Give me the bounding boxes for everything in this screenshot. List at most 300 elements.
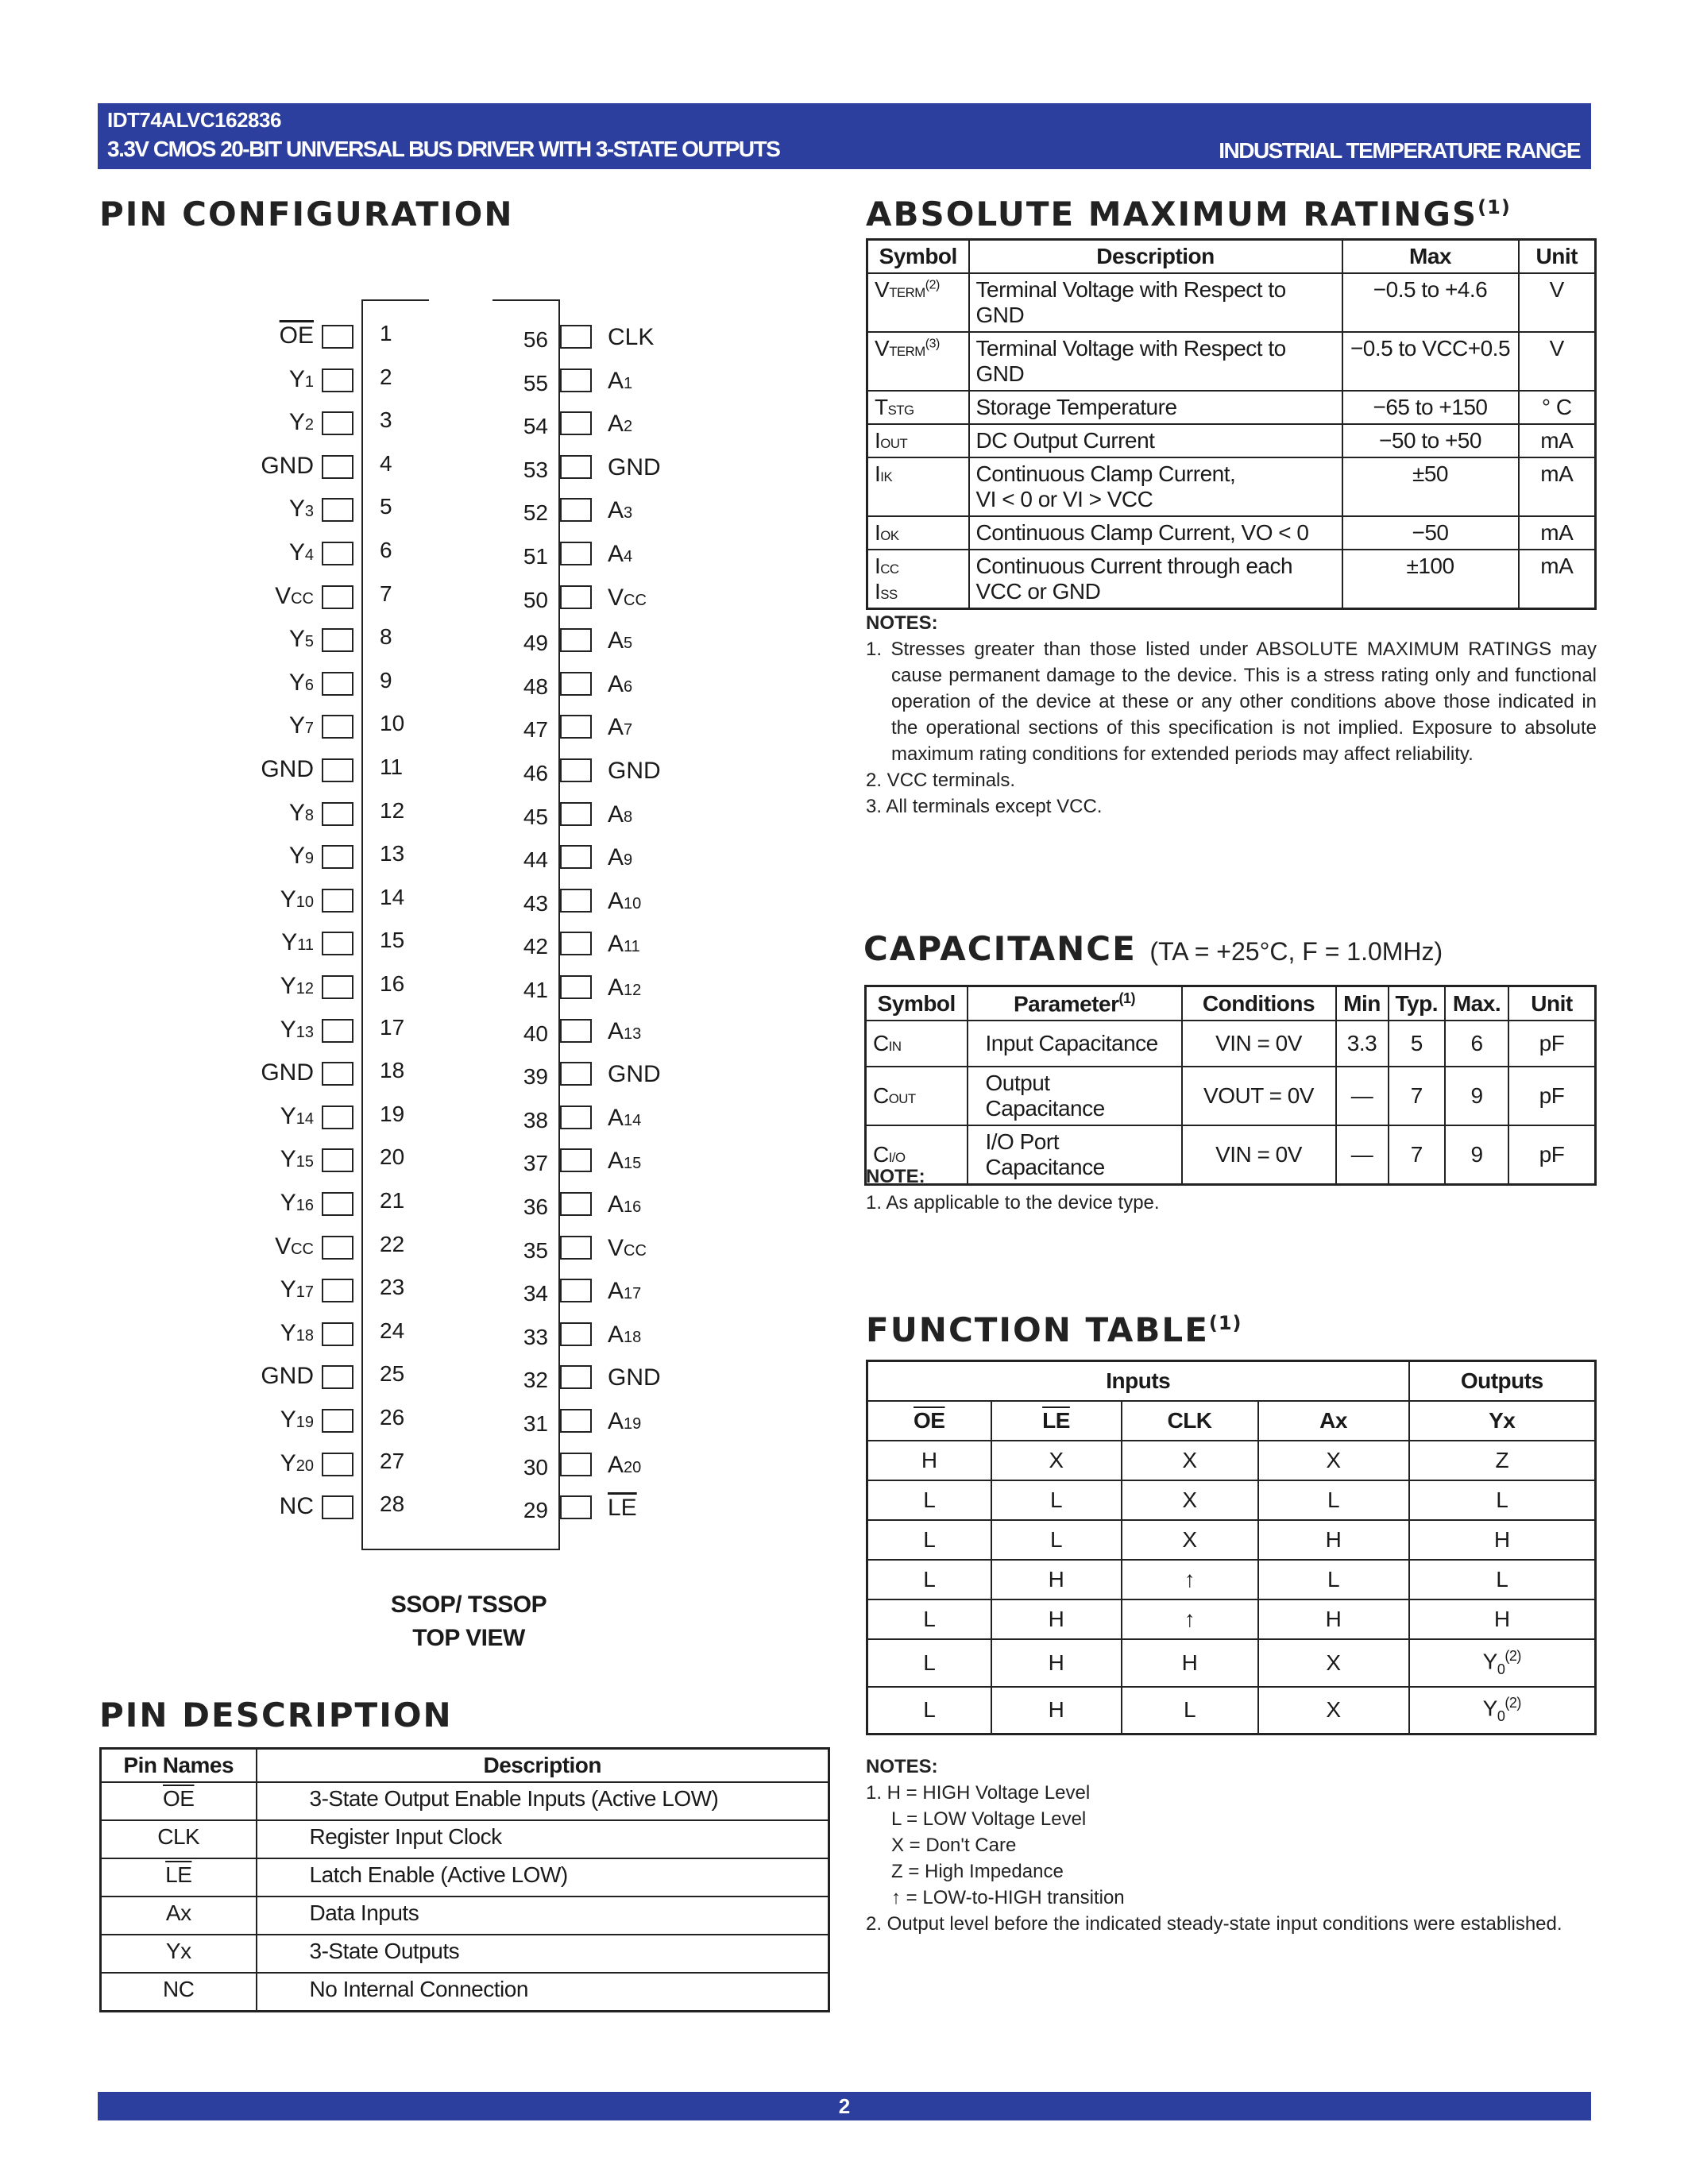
cell-main: Y xyxy=(1482,1648,1497,1673)
table-cell: L xyxy=(867,1520,991,1560)
pin-name-main: Y xyxy=(280,1319,296,1346)
pin-name-subscript: 8 xyxy=(304,806,314,824)
unit-cell: mA xyxy=(1519,516,1596,550)
pin-name xyxy=(608,1322,641,1348)
pin-name xyxy=(608,368,632,394)
pin-number: 16 xyxy=(380,971,405,996)
table-cell: L xyxy=(991,1520,1122,1560)
part-number: IDT74ALVC162836 xyxy=(107,108,281,132)
pin-name xyxy=(261,1059,314,1086)
abs-max-table xyxy=(866,238,1597,610)
pin-pad xyxy=(560,542,592,565)
group-inputs: Inputs xyxy=(867,1361,1409,1401)
pin-name-subscript: 10 xyxy=(624,894,642,913)
symbol xyxy=(875,395,962,420)
pin-pad xyxy=(322,1019,353,1043)
pin-pad xyxy=(322,845,353,869)
pin-number: 54 xyxy=(523,414,548,439)
pin-number: 39 xyxy=(523,1064,548,1090)
pin-name-main: Y xyxy=(280,886,296,913)
symbol-subscript: I/O xyxy=(888,1150,906,1166)
abs-max-title-text: ABSOLUTE MAXIMUM RATINGS xyxy=(866,195,1478,233)
pin-description-table xyxy=(99,1747,830,2012)
table-row xyxy=(867,273,1596,332)
symbol-subscript: TERM xyxy=(889,344,925,359)
table-cell: L xyxy=(867,1687,991,1734)
desc-line: VI < 0 or VI > VCC xyxy=(975,487,1153,511)
pin-name-main: V xyxy=(608,1234,624,1261)
chip-notch xyxy=(429,295,492,302)
symbol-main: I xyxy=(875,428,881,453)
symbol-subscript: STG xyxy=(887,403,914,418)
abs-max-title xyxy=(866,195,1511,233)
pin-label xyxy=(289,409,314,436)
pin-label xyxy=(280,1017,314,1044)
pin-name-main: Y xyxy=(280,1406,296,1433)
pin-number: 6 xyxy=(380,538,392,562)
pin-name-main: A xyxy=(608,887,624,914)
pin-name-subscript: 2 xyxy=(624,418,633,436)
pin-name-main: Y xyxy=(288,712,305,739)
pin-label xyxy=(280,1103,314,1130)
pin-number: 43 xyxy=(523,890,548,916)
note-1-line: X = Don't Care xyxy=(891,1835,1017,1856)
pin-name-cell: Yx xyxy=(101,1935,257,1973)
symbol xyxy=(875,428,962,453)
pin-name xyxy=(280,1406,314,1433)
table-row xyxy=(867,391,1596,424)
pin-name xyxy=(608,801,632,828)
pin-pad xyxy=(322,1106,353,1129)
pin-name-cell: $\overline{LE}$ xyxy=(101,1858,257,1897)
table-row xyxy=(867,1687,1596,1734)
pin-number: 7 xyxy=(380,581,392,606)
pin-name-subscript: CC xyxy=(291,589,314,608)
pin-pad xyxy=(560,1495,592,1519)
symbol-main: I xyxy=(875,554,881,578)
col-ax: Ax xyxy=(1258,1401,1409,1441)
col-yx: Yx xyxy=(1409,1401,1596,1441)
unit-cell: ° C xyxy=(1519,391,1596,424)
pin-label xyxy=(261,1363,314,1390)
pin-number: 3 xyxy=(380,407,392,433)
symbol-cell xyxy=(867,424,969,457)
pin-desc-cell: 3-State Output Enable Inputs (Active LOW) xyxy=(257,1782,829,1820)
capacitance-notes xyxy=(866,1163,1597,1216)
pin-name xyxy=(280,1450,314,1476)
pin-number: 23 xyxy=(380,1275,405,1300)
pin-number: 53 xyxy=(523,457,548,482)
pin-label xyxy=(608,1278,641,1305)
table-row xyxy=(867,550,1596,609)
symbol-cell xyxy=(867,391,969,424)
pin-label xyxy=(608,1148,641,1175)
pin-name-subscript: 17 xyxy=(624,1285,642,1303)
pin-label xyxy=(275,583,314,610)
pin-name-main: Y xyxy=(288,843,305,870)
pin-pad xyxy=(322,542,353,565)
note-2: 2. VCC terminals. xyxy=(866,770,1016,791)
capacitance-title xyxy=(863,929,1443,968)
desc-line: Storage Temperature xyxy=(975,395,1177,419)
cond-cell: VIN = 0V xyxy=(1182,1125,1336,1185)
pin-name-subscript: 14 xyxy=(624,1111,642,1129)
col-symbol: Symbol xyxy=(867,240,969,274)
pin-number: 38 xyxy=(523,1107,548,1133)
pin-name xyxy=(280,973,314,999)
pin-number: 20 xyxy=(380,1144,405,1170)
pin-number: 30 xyxy=(523,1454,548,1480)
unit-cell: pF xyxy=(1508,1067,1596,1125)
max-cell: −65 to +150 xyxy=(1342,391,1519,424)
pin-number: 44 xyxy=(523,847,548,873)
desc-cell xyxy=(969,550,1342,609)
pin-name xyxy=(608,1495,637,1521)
col-max: Max xyxy=(1342,240,1519,274)
pin-name xyxy=(608,1191,641,1217)
pin-pad xyxy=(560,1365,592,1389)
table-row xyxy=(101,1973,829,2011)
pin-name-main: GND xyxy=(608,1364,661,1391)
pin-name-subscript: 4 xyxy=(624,548,633,565)
pin-name-main: A xyxy=(608,1321,624,1348)
table-row xyxy=(867,457,1596,516)
note-3: 3. All terminals except VCC. xyxy=(866,796,1103,817)
symbol-subscript: IK xyxy=(880,469,893,484)
pin-pad xyxy=(322,889,353,913)
pin-name xyxy=(608,1061,661,1087)
function-table xyxy=(866,1360,1597,1735)
symbol-subscript: CC xyxy=(880,561,899,577)
page-number: 2 xyxy=(838,2094,851,2118)
pin-pad xyxy=(322,325,353,349)
pin-label xyxy=(608,497,632,524)
pin-pad xyxy=(322,1192,353,1216)
symbol xyxy=(875,579,962,604)
unit-cell: mA xyxy=(1519,457,1596,516)
pin-name xyxy=(289,669,314,696)
pin-name-main: A xyxy=(608,714,624,741)
pin-name-subscript: 20 xyxy=(624,1458,642,1476)
note-1: 1. Stresses greater than those listed under ABSOLUTE MAXIMUM RATINGS may cause permanent damage to the device. This is a stress rating only and functional operation of the device at these or any other conditions above those indicated in the operational sections of this specification is not implied. Exposure to absolute maximum rating conditions for extended periods may affect reliability. xyxy=(866,639,1597,765)
pin-name-subscript: 15 xyxy=(624,1155,642,1173)
pin-pad xyxy=(560,1019,592,1043)
pin-name xyxy=(608,585,647,611)
desc-line: Terminal Voltage with Respect to GND xyxy=(975,277,1286,327)
pin-label xyxy=(608,1018,641,1045)
max-cell: 6 xyxy=(1445,1021,1508,1067)
param-cell: I/O Port Capacitance xyxy=(968,1125,1182,1185)
pin-label xyxy=(280,886,314,913)
pin-name-cell: CLK xyxy=(101,1820,257,1858)
symbol-subscript: SS xyxy=(880,587,898,602)
pin-label xyxy=(608,1452,641,1479)
pin-number: 52 xyxy=(523,500,548,526)
pin-name xyxy=(608,541,632,567)
col-max: Max. xyxy=(1445,986,1508,1021)
pin-pad xyxy=(560,845,592,869)
pin-label xyxy=(289,669,314,696)
pin-name-main: A xyxy=(608,1148,624,1175)
table-cell: L xyxy=(867,1599,991,1639)
pin-number: 10 xyxy=(380,711,405,736)
desc-cell xyxy=(969,457,1342,516)
pin-name-main: Y xyxy=(280,1449,296,1476)
pin-name xyxy=(280,1146,314,1172)
pin-name-main: A xyxy=(608,541,624,567)
pin-pad xyxy=(322,1148,353,1172)
table-cell xyxy=(1409,1687,1596,1734)
symbol-subscript: TERM xyxy=(889,285,925,300)
pin-pad xyxy=(560,672,592,696)
pin-label xyxy=(608,541,632,568)
pin-name-subscript: 15 xyxy=(295,1153,314,1171)
pin-pad xyxy=(560,1148,592,1172)
pin-name xyxy=(261,1363,314,1389)
table-row xyxy=(867,1480,1596,1520)
pin-label xyxy=(608,627,632,654)
pin-name-main: A xyxy=(608,1191,624,1217)
pin-number: 1 xyxy=(380,321,392,345)
capacitance-title-text: CAPACITANCE xyxy=(863,929,1137,968)
table-cell: H xyxy=(867,1441,991,1480)
table-row xyxy=(101,1820,829,1858)
pin-label xyxy=(280,322,314,349)
pin-name xyxy=(261,453,314,479)
unit-cell: pF xyxy=(1508,1021,1596,1067)
pin-number: 17 xyxy=(380,1014,405,1040)
pin-number: 2 xyxy=(380,364,392,389)
pin-name xyxy=(275,583,314,609)
note-1-line: ↑ = LOW-to-HIGH transition xyxy=(891,1887,1125,1908)
pin-pad xyxy=(322,802,353,826)
pin-name-subscript: 6 xyxy=(624,677,633,696)
pin-pad xyxy=(560,758,592,782)
pin-pad xyxy=(560,889,592,913)
pin-number: 29 xyxy=(523,1498,548,1523)
pin-name-main: A xyxy=(608,627,624,654)
pin-label xyxy=(608,411,632,438)
pin-desc-cell: Latch Enable (Active LOW) xyxy=(257,1858,829,1897)
pin-number: 33 xyxy=(523,1324,548,1349)
pin-pad xyxy=(322,1236,353,1260)
symbol xyxy=(875,554,962,579)
table-cell: L xyxy=(1409,1480,1596,1520)
col-pin-names: Pin Names xyxy=(101,1749,257,1783)
table-cell: L xyxy=(1409,1560,1596,1599)
pin-desc-cell: 3-State Outputs xyxy=(257,1935,829,1973)
pin-number: 19 xyxy=(380,1101,405,1126)
pin-name xyxy=(280,1017,314,1043)
pin-name-main: Y xyxy=(288,365,305,392)
pin-number: 11 xyxy=(380,754,404,779)
table-cell: H xyxy=(991,1639,1122,1687)
pin-name xyxy=(289,496,314,522)
pin-number: 45 xyxy=(523,804,548,829)
pin-number: 34 xyxy=(523,1281,548,1306)
pin-label xyxy=(608,1235,647,1262)
pin-pad xyxy=(322,1279,353,1302)
max-cell: −50 to +50 xyxy=(1342,424,1519,457)
desc-line: Terminal Voltage with Respect to GND xyxy=(975,336,1286,386)
table-row xyxy=(867,1560,1596,1599)
function-table-title xyxy=(866,1310,1242,1349)
pin-name xyxy=(608,497,632,523)
typ-cell: 7 xyxy=(1389,1125,1445,1185)
capacitance-table xyxy=(864,985,1597,1186)
cell-main: Y xyxy=(1482,1696,1497,1721)
table-cell: L xyxy=(867,1639,991,1687)
pin-name-main: Y xyxy=(280,1190,296,1216)
view-label: TOP VIEW xyxy=(412,1625,525,1651)
max-cell: ±100 xyxy=(1342,550,1519,609)
pin-name xyxy=(608,931,640,957)
pin-desc-cell: Register Input Clock xyxy=(257,1820,829,1858)
pin-name-subscript: 1 xyxy=(304,372,314,391)
pin-pad xyxy=(560,1453,592,1476)
max-cell: 9 xyxy=(1445,1067,1508,1125)
pin-number: 25 xyxy=(380,1361,405,1387)
package-caption xyxy=(342,1588,596,1655)
pin-label xyxy=(280,1320,314,1347)
pin-name-main: A xyxy=(608,974,624,1001)
pin-number: 15 xyxy=(380,928,405,953)
pin-label xyxy=(608,758,661,785)
col-clk: CLK xyxy=(1122,1401,1258,1441)
pin-pad xyxy=(560,715,592,739)
pin-pad xyxy=(322,672,353,696)
pin-label xyxy=(261,453,314,480)
pin-name xyxy=(608,1148,641,1174)
pin-name-subscript: 19 xyxy=(295,1414,314,1431)
pin-name-subscript: 7 xyxy=(624,721,633,739)
pin-name-main: GND xyxy=(261,452,314,479)
pin-pad xyxy=(322,498,353,522)
pin-number: 22 xyxy=(380,1231,405,1256)
pin-pad xyxy=(322,1322,353,1346)
pin-pad xyxy=(560,1279,592,1302)
table-cell: X xyxy=(1122,1480,1258,1520)
note-2: 2. Output level before the indicated steady-state input conditions were established. xyxy=(866,1913,1562,1935)
pin-name-main: A xyxy=(608,1408,624,1434)
pin-name-main: A xyxy=(608,367,624,394)
pin-name xyxy=(608,411,632,437)
pin-pad xyxy=(322,1365,353,1389)
pin-pad xyxy=(560,498,592,522)
desc-line: Continuous Current through each xyxy=(975,554,1293,578)
document-subtitle: 3.3V CMOS 20-BIT UNIVERSAL BUS DRIVER WITH 3-STATE OUTPUTS xyxy=(107,137,780,161)
footer-bar xyxy=(98,2092,1591,2120)
table-cell: L xyxy=(1122,1687,1258,1734)
pin-label xyxy=(608,931,640,958)
pin-name xyxy=(289,366,314,392)
pin-pad xyxy=(322,975,353,999)
pin-pad xyxy=(560,325,592,349)
pin-label xyxy=(289,496,314,523)
symbol-sup: (3) xyxy=(925,337,940,351)
pin-pad xyxy=(322,411,353,435)
pin-number: 51 xyxy=(523,544,548,569)
table-row xyxy=(867,1441,1596,1480)
pin-number: 47 xyxy=(523,717,548,743)
pin-description-title: PIN DESCRIPTION xyxy=(99,1696,453,1734)
pin-label xyxy=(289,843,314,870)
pin-name-subscript: 19 xyxy=(624,1415,642,1433)
pin-name-cell: $\overline{OE}$ xyxy=(101,1782,257,1820)
pin-name xyxy=(289,539,314,565)
pin-name-main: V xyxy=(608,584,624,611)
pin-number: 26 xyxy=(380,1405,405,1430)
pin-name-main: NC xyxy=(279,1493,314,1520)
typ-cell: 7 xyxy=(1389,1067,1445,1125)
pin-label xyxy=(280,1450,314,1477)
pin-name xyxy=(608,671,632,697)
function-table-title-sup: (1) xyxy=(1208,1312,1242,1334)
symbol-main: I xyxy=(875,520,881,545)
typ-cell: 5 xyxy=(1389,1021,1445,1067)
pin-label xyxy=(608,368,632,395)
pin-name xyxy=(289,712,314,739)
table-cell: H xyxy=(1409,1520,1596,1560)
symbol-main: C xyxy=(873,1142,889,1167)
symbol-subscript: OUT xyxy=(888,1091,916,1107)
pin-name xyxy=(608,974,641,1001)
symbol xyxy=(875,277,962,303)
pin-name xyxy=(280,1320,314,1346)
pin-label xyxy=(280,1493,314,1520)
pin-name xyxy=(608,1452,641,1478)
pin-label xyxy=(608,1495,637,1522)
table-cell: L xyxy=(991,1480,1122,1520)
pin-name-subscript: 9 xyxy=(624,851,633,870)
notes-heading: NOTES: xyxy=(866,612,938,634)
pin-name-subscript: 11 xyxy=(297,936,314,955)
pin-name-subscript: 10 xyxy=(295,893,314,911)
pin-name xyxy=(275,1233,314,1260)
pin-pad xyxy=(322,455,353,479)
pin-label xyxy=(608,1105,641,1132)
col-typ: Typ. xyxy=(1389,986,1445,1021)
pin-pad xyxy=(560,1322,592,1346)
pin-name-main: Y xyxy=(288,626,305,653)
pin-name-main: A xyxy=(608,1451,624,1478)
pin-number: 48 xyxy=(523,673,548,699)
pin-number: 32 xyxy=(523,1368,548,1393)
symbol-subscript: OUT xyxy=(880,436,908,451)
pin-name-cell: Ax xyxy=(101,1897,257,1935)
table-cell: ↑ xyxy=(1122,1599,1258,1639)
pin-label xyxy=(608,1191,641,1218)
pin-name-subscript: 18 xyxy=(295,1326,314,1345)
unit-cell: V xyxy=(1519,332,1596,391)
pin-name xyxy=(261,756,314,782)
pin-number: 35 xyxy=(523,1237,548,1263)
function-table-notes xyxy=(866,1754,1597,1937)
pin-number: 8 xyxy=(380,624,392,650)
pin-name xyxy=(608,888,641,914)
pin-label xyxy=(608,1408,641,1435)
pin-desc-cell: Data Inputs xyxy=(257,1897,829,1935)
pin-number: 46 xyxy=(523,761,548,785)
unit-cell: pF xyxy=(1508,1125,1596,1185)
pin-config-title: PIN CONFIGURATION xyxy=(99,195,514,233)
pin-name-subscript: 20 xyxy=(295,1457,314,1475)
pin-label xyxy=(280,1146,314,1173)
symbol-cell xyxy=(867,457,969,516)
pin-number: 41 xyxy=(523,978,548,1002)
pin-name-main: A xyxy=(608,931,624,958)
pin-name-main: GND xyxy=(608,758,661,784)
